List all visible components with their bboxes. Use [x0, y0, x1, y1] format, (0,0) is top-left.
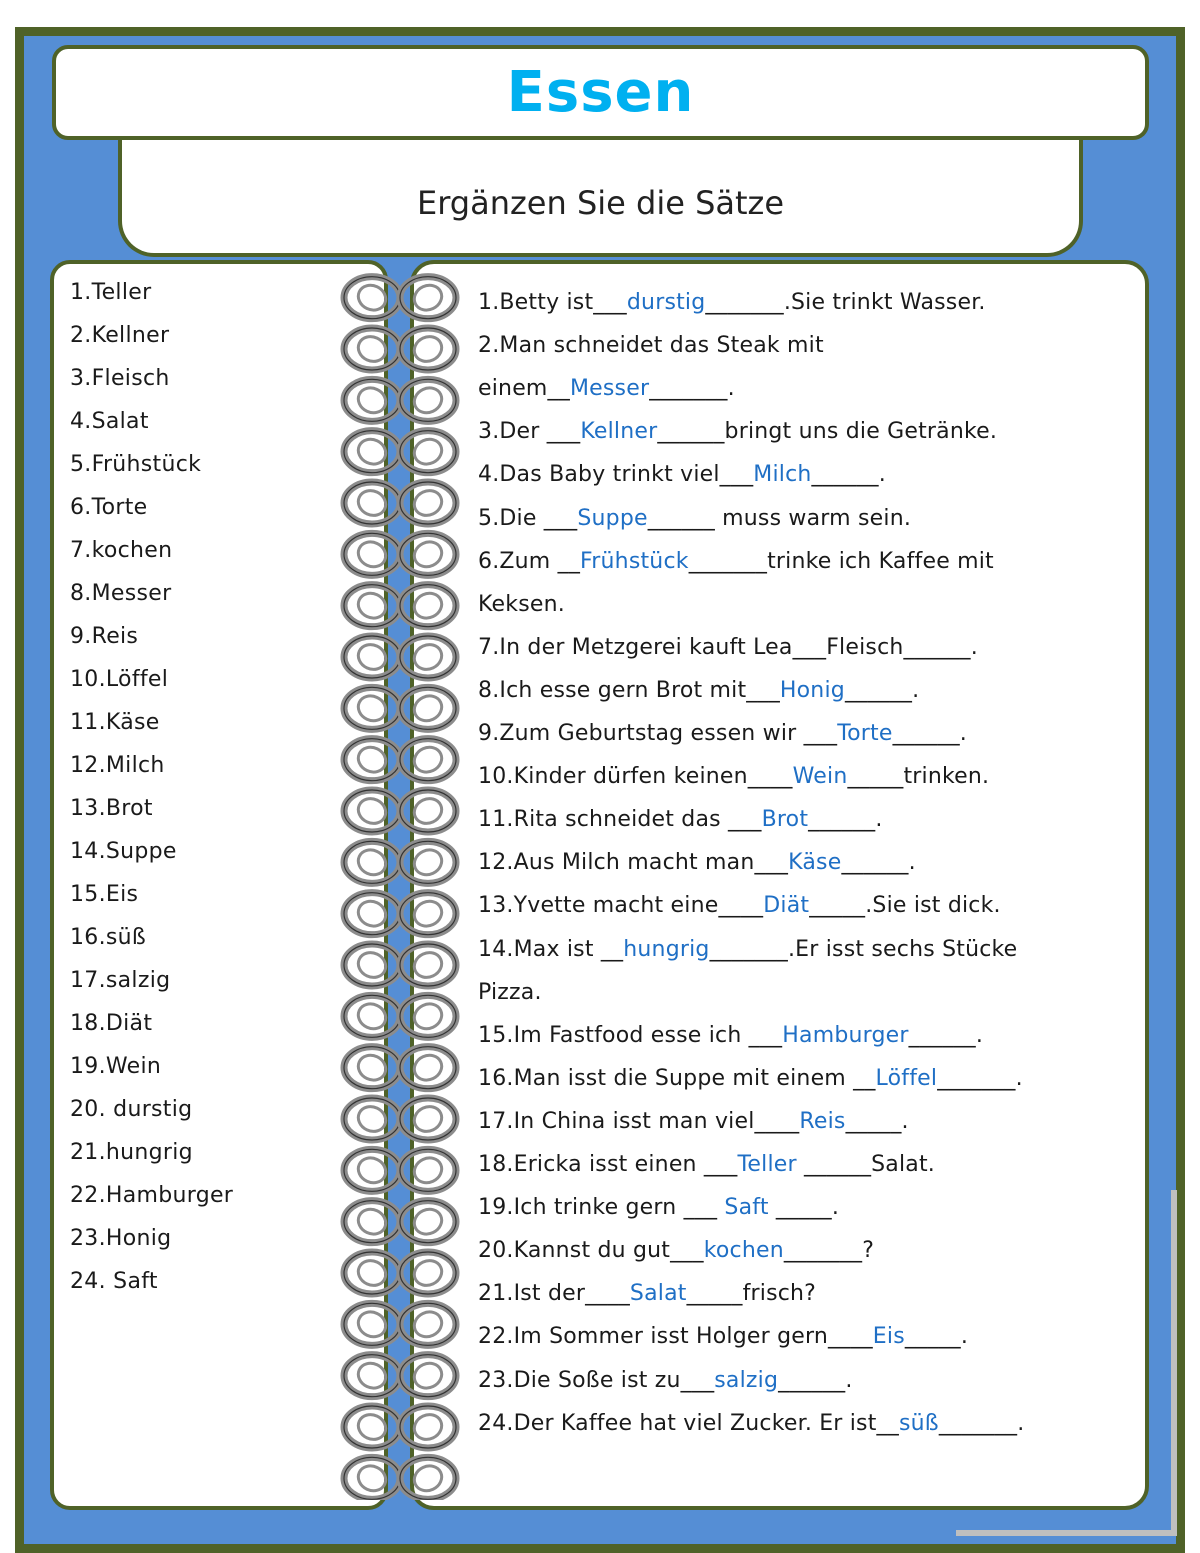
sentence-line	[478, 937, 1017, 962]
sentence-text: 5.Die ___	[478, 505, 578, 531]
answer-text: Torte	[837, 721, 893, 746]
sentence-text-end: ______.	[844, 677, 920, 703]
answer-text: Saft	[724, 1195, 769, 1221]
sentence-text-end: ______.	[841, 850, 916, 876]
sentence-text-end: ______.	[808, 807, 883, 833]
sentence-line	[478, 506, 911, 531]
answer-text: Hamburger	[782, 1022, 909, 1048]
sentence-text-end: ______.	[908, 1022, 984, 1048]
word-bank-item: 4.Salat	[70, 409, 149, 434]
sentence-text: 3.Der ___	[478, 419, 581, 445]
sentence-text-end: ______.	[811, 462, 886, 488]
sentence-line	[478, 764, 989, 789]
sentence-text: 20.Kannst du gut___	[478, 1238, 704, 1264]
sentence-line	[478, 1023, 983, 1048]
sentence-text: 9.Zum Geburtstag essen wir ___	[478, 721, 838, 746]
sentence-text: 6.Zum __	[478, 548, 581, 574]
spiral-binding-icon	[338, 268, 462, 1500]
sentence-text-end: _____.	[768, 1195, 840, 1221]
answer-text: Salat	[629, 1281, 687, 1307]
sentence-text: Keksen.	[478, 591, 565, 617]
sentence-text-end: ______.	[892, 721, 967, 746]
sentence-line	[478, 376, 735, 401]
sentence-text-end: _____.Sie ist dick.	[809, 893, 1001, 919]
sentence-text-end: _______?	[783, 1238, 875, 1264]
answer-text: Kellner	[580, 419, 658, 445]
sentence-line	[478, 807, 883, 832]
answer-text: Käse	[788, 850, 842, 876]
word-bank-item: 10.Löffel	[70, 667, 169, 692]
word-bank-item: 7.kochen	[70, 538, 173, 563]
instruction-banner	[118, 140, 1083, 257]
word-bank-item: 23.Honig	[70, 1226, 172, 1251]
answer-text: Eis	[872, 1324, 905, 1350]
answer-text: Diät	[763, 893, 810, 919]
word-bank-item: 15.Eis	[70, 882, 139, 907]
sentence-text-end: _______.	[937, 1065, 1023, 1091]
word-bank-item: 5.Frühstück	[70, 452, 202, 477]
sentence-text-end: _____.	[845, 1108, 909, 1134]
answer-text: Wein	[792, 764, 848, 790]
sentence-line	[478, 333, 824, 358]
sentence-line	[478, 635, 978, 660]
sentence-text-end: _____frisch?	[686, 1281, 817, 1307]
word-bank-item: 21.hungrig	[70, 1140, 193, 1165]
answer-text: salzig	[714, 1367, 779, 1393]
word-bank-item: 13.Brot	[70, 796, 153, 821]
sentence-text-end: _____trinken.	[847, 764, 990, 790]
answer-text: Messer	[569, 376, 650, 402]
sentence-text-end: _______.	[938, 1410, 1025, 1436]
sentence-line	[478, 1152, 935, 1177]
sentence-line	[478, 1109, 909, 1134]
sentence-line	[478, 1324, 968, 1349]
sentence-text-end: ______.	[778, 1367, 853, 1393]
sentence-line	[478, 549, 994, 574]
word-bank-item: 22.Hamburger	[70, 1183, 234, 1208]
sentence-text: 15.Im Fastfood esse ich ___	[478, 1022, 783, 1048]
sentence-text-end: _______trinke ich Kaffee mit	[688, 548, 994, 574]
sentence-text: 1.Betty ist___	[478, 290, 627, 315]
sentence-line	[478, 1195, 839, 1220]
sentence-text-end: _____.	[904, 1324, 969, 1350]
sentence-text: Pizza.	[478, 979, 542, 1005]
sentence-text: 13.Yvette macht eine____	[478, 893, 764, 919]
word-bank-item: 20. durstig	[70, 1097, 193, 1122]
sentence-line	[478, 893, 1001, 918]
sentence-line	[478, 850, 916, 875]
sentences-panel	[410, 260, 1149, 1510]
sentence-line	[478, 721, 967, 746]
answer-text: Reis	[799, 1108, 846, 1134]
answer-text: süß	[898, 1410, 939, 1436]
sentence-line	[478, 1281, 816, 1306]
word-bank-item: 24. Saft	[70, 1269, 158, 1294]
answer-text: Frühstück	[580, 548, 689, 574]
sentence-text-end: _______.	[649, 376, 735, 402]
word-bank-item: 1.Teller	[70, 280, 152, 305]
sentence-text-end: ______Salat.	[796, 1152, 936, 1177]
sentence-text: 22.Im Sommer isst Holger gern____	[478, 1324, 873, 1350]
word-bank-item: 17.salzig	[70, 968, 171, 993]
answer-text: Honig	[779, 677, 845, 703]
word-bank-item: 12.Milch	[70, 753, 165, 778]
sentence-text: 23.Die Soße ist zu___	[478, 1367, 715, 1393]
word-bank-item: 19.Wein	[70, 1054, 162, 1079]
sentence-line	[478, 1411, 1024, 1436]
sentence-text: 17.In China isst man viel____	[478, 1108, 800, 1134]
sentence-line	[478, 462, 886, 487]
sentence-text: 11.Rita schneidet das ___	[478, 807, 762, 833]
word-bank-item: 3.Fleisch	[70, 366, 170, 391]
sentence-text: einem__	[478, 376, 570, 402]
word-bank-item: 14.Suppe	[70, 839, 177, 864]
sentence-text-end: ______bringt uns die Getränke.	[657, 419, 998, 445]
sentence-text: 18.Ericka isst einen ___	[478, 1152, 738, 1177]
sentence-line	[478, 592, 565, 617]
answer-text: Löffel	[875, 1065, 938, 1091]
sentence-line	[478, 1066, 1023, 1091]
sentence-line	[478, 1368, 853, 1393]
answer-text: Milch	[753, 462, 812, 488]
sentence-text: 21.Ist der____	[478, 1281, 630, 1307]
answer-text: hungrig	[623, 936, 710, 962]
sentence-text: 10.Kinder dürfen keinen____	[478, 764, 793, 790]
sentence-text: 19.Ich trinke gern ___	[478, 1195, 725, 1221]
word-bank-item: 9.Reis	[70, 624, 139, 649]
sentence-line	[478, 419, 997, 444]
sentence-text-end: _______.Sie trinkt Wasser.	[705, 290, 986, 315]
word-bank-item: 6.Torte	[70, 495, 148, 520]
sentence-text: 4.Das Baby trinkt viel___	[478, 462, 754, 488]
answer-text: durstig	[626, 290, 706, 315]
answer-text: Brot	[761, 807, 809, 833]
sentence-line	[478, 290, 986, 315]
word-bank-item: 18.Diät	[70, 1011, 153, 1036]
word-bank-item: 8.Messer	[70, 581, 172, 606]
sentence-text: 12.Aus Milch macht man___	[478, 850, 789, 876]
answer-text: kochen	[703, 1238, 784, 1264]
title-banner	[52, 45, 1149, 140]
sentence-line	[478, 1238, 874, 1263]
word-bank-item: 2.Kellner	[70, 323, 170, 348]
sentence-text: 8.Ich esse gern Brot mit___	[478, 677, 780, 703]
sentence-text: 14.Max ist __	[478, 936, 624, 962]
word-bank-item: 11.Käse	[70, 710, 160, 735]
instruction-text: Ergänzen Sie die Sätze	[416, 183, 785, 222]
word-bank-item: 16.süß	[70, 925, 147, 950]
sentence-text-end: ______ muss warm sein.	[647, 505, 912, 531]
sentence-text: 16.Man isst die Suppe mit einem __	[478, 1065, 876, 1091]
answer-text: Suppe	[577, 505, 648, 531]
sentence-text: 7.In der Metzgerei kauft Lea___Fleisch______.	[478, 634, 978, 660]
sentence-line	[478, 980, 542, 1005]
sentence-line	[478, 678, 919, 703]
sentence-text: 24.Der Kaffee hat viel Zucker. Er ist__	[478, 1410, 899, 1436]
page-title: Essen	[506, 60, 695, 125]
sentence-text-end: _______.Er isst sechs Stücke	[709, 936, 1018, 962]
answer-text: Teller	[737, 1152, 797, 1177]
sentence-text: 2.Man schneidet das Steak mit	[478, 333, 824, 359]
